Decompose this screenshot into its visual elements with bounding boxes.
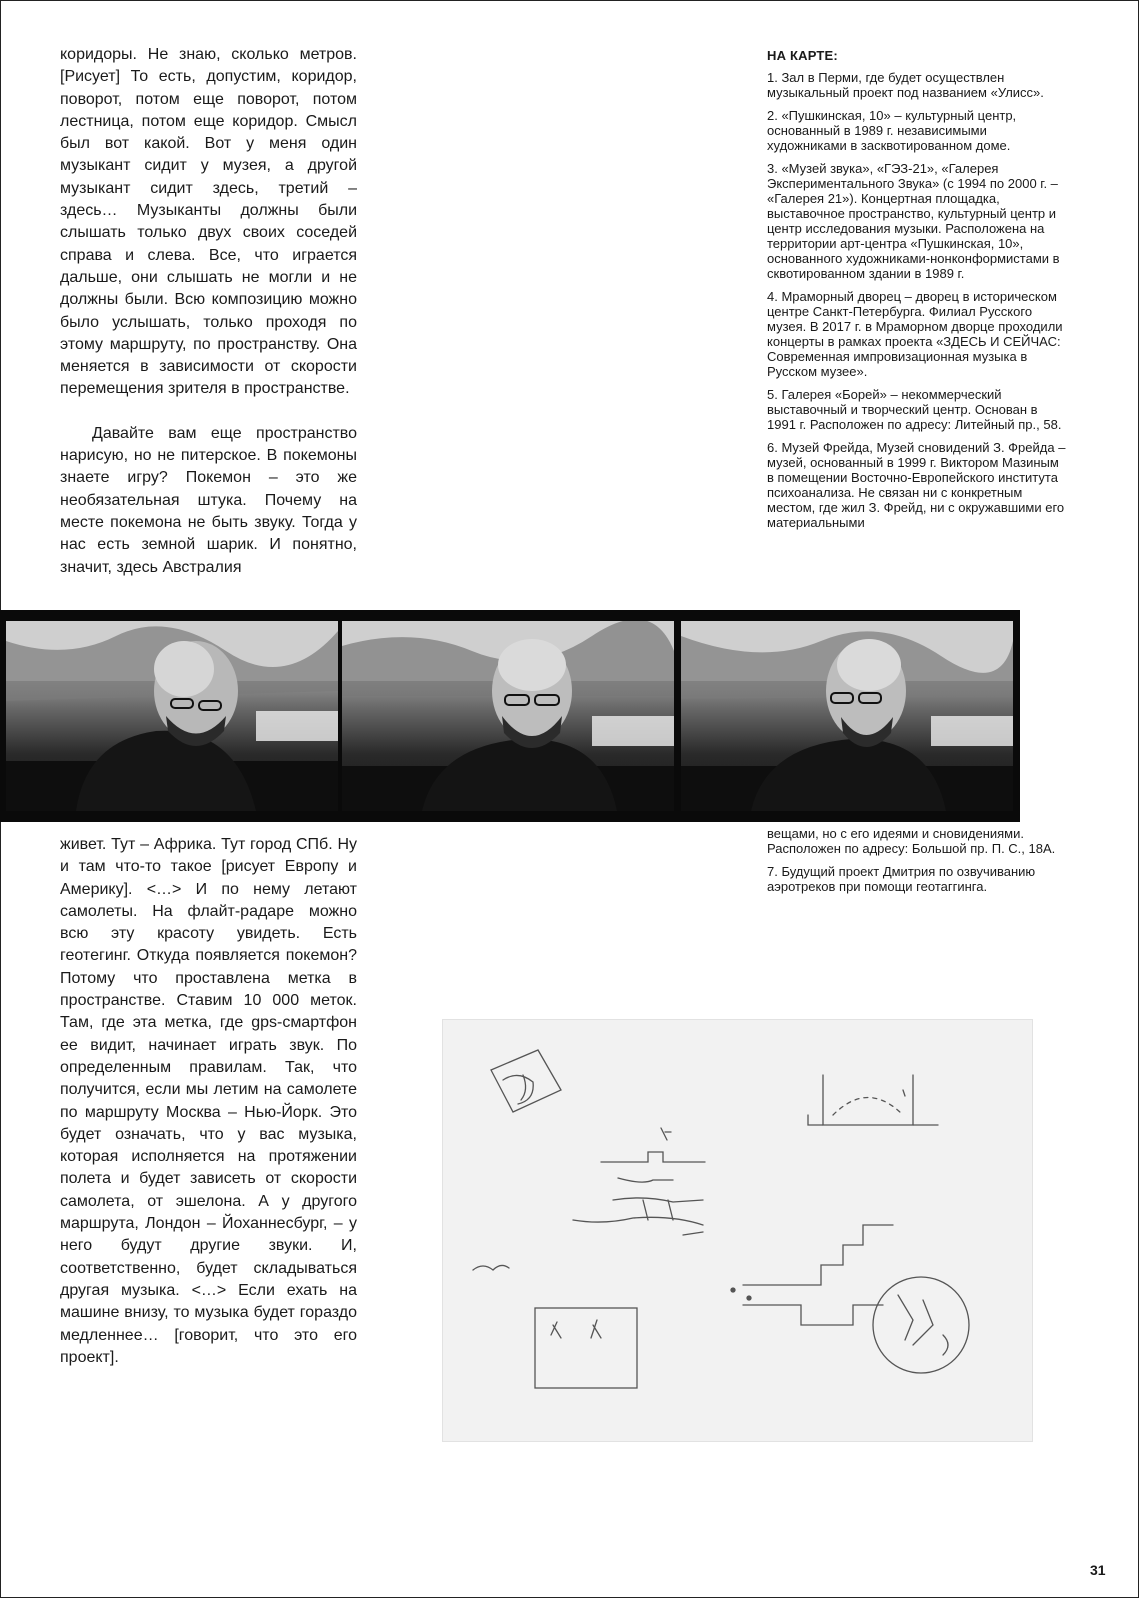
photo-filmstrip bbox=[0, 610, 1020, 822]
sketch-building-drawing bbox=[573, 1128, 705, 1235]
sketch-portrait-drawing bbox=[491, 1050, 561, 1112]
portrait-photo bbox=[681, 621, 1013, 811]
portrait-photo bbox=[342, 621, 674, 811]
article-paragraph: Давайте вам еще пространство нарисую, но не питерское. В покемоны знаете игру? Покемон – это же необязательная штука. Почему на месте покемона не быть звуку. Тогда у нас есть земной шарик. И понятно, значит, здесь Австралия bbox=[60, 424, 357, 576]
map-note-item: 1. Зал в Перми, где будет осуществлен музыкальный проект под названием «Улисс». bbox=[767, 70, 1044, 100]
map-note-item: 4. Мраморный дворец – дворец в историческом центре Санкт-Петербурга. Филиал Русского музея. В 2017 г. в Мраморном дворце проходили концерты в рамках проекта «ЗДЕСЬ И СЕЙЧАС: Современная импровизационная музыка в Русском музее». bbox=[767, 289, 1063, 379]
article-text-bottom bbox=[60, 834, 357, 1369]
map-notes-continued bbox=[767, 826, 1067, 902]
map-note-item: 5. Галерея «Борей» – некоммерческий выставочный и творческий центр. Основан в 1991 г. Расположен по адресу: Литейный пр., 58. bbox=[767, 387, 1062, 432]
sketch-scribble bbox=[473, 1265, 509, 1270]
map-note-item: вещами, но с его идеями и сновидениями. Расположен по адресу: Большой пр. П. С., 18А. bbox=[767, 826, 1056, 856]
portrait-photo bbox=[6, 621, 338, 811]
map-note-item: 2. «Пушкинская, 10» – культурный центр, основанный в 1989 г. независимыми художниками в засквотированном доме. bbox=[767, 108, 1017, 153]
map-notes bbox=[767, 48, 1067, 538]
map-note-item: 6. Музей Фрейда, Музей сновидений З. Фрейда – музей, основанный в 1999 г. Виктором Мазиным в помещении Восточно-Европейского института психоанализа. Не связан ни с конкретным местом, где жил З. Фрейд, ни с окружавшими его материальными bbox=[767, 440, 1066, 530]
article-text-top bbox=[60, 44, 357, 579]
sketch-globe-drawing bbox=[873, 1277, 969, 1373]
map-note-item: 7. Будущий проект Дмитрия по озвучиванию аэротреков при помощи геотаггинга. bbox=[767, 864, 1036, 894]
article-paragraph: коридоры. Не знаю, сколько метров. [Рисует] То есть, допустим, коридор, поворот, потом еще поворот, потом лестница, потом еще коридор. Смысл был вот какой. Вот у меня один музыкант сидит у музея, а другой музыкант сидит здесь, третий – здесь… Музыканты должны были слышать только двух своих соседей справа и слева. Все, что играется дальше, они слышать не могли и не должны были. Всю композицию можно было услышать, только проходя по этому маршруту, по пространству. Она меняется в зависимости от скорости перемещения зрителя в пространстве. bbox=[60, 46, 357, 398]
page-number: 31 bbox=[1090, 1562, 1106, 1578]
sketch-stairs-route bbox=[731, 1075, 938, 1325]
map-notes-heading: НА КАРТЕ: bbox=[767, 48, 838, 63]
article-paragraph: живет. Тут – Африка. Тут город СПб. Ну и там что-то такое [рисует Европу и Америку]. <…> И по нему летают самолеты. На флайт-радаре можно всю эту красоту увидеть. Есть геотегинг. Откуда появляется покемон? Потому что проставлена метка в пространстве. Ставим 10 000 меток. Там, где эта метка, где gps-смартфон ее видит, начинает играть звук. По определенным правилам. Так, что получится, если мы летим на самолете по маршруту Москва – Нью-Йорк. Это будет означать, что у вас музыка, которая исполняется на протяжении полета и будет зависеть от скорости самолета, от эшелона. А у другого маршрута, Лондон – Йоханнесбург, – у него будут другие звуки. И, соответственно, будет складываться другая музыка. <…> Если ехать на машине внизу, то музыка будет гораздо медленнее… [говорит, что это его проект]. bbox=[60, 836, 357, 1366]
map-note-item: 3. «Музей звука», «ГЭЗ-21», «Галерея Экспериментального Звука» (с 1994 по 2000 г. – «Галерея 21»). Концертная площадка, выставочное пространство, культурный центр и центр исследования музыки. Расположена на территории арт-центра «Пушкинская, 10», основанного художниками-нонконформистами в сквотированном здании в 1989 г. bbox=[767, 161, 1060, 281]
sketch-screen-drawing bbox=[535, 1308, 637, 1388]
hand-drawn-map-sketch bbox=[442, 1019, 1033, 1442]
